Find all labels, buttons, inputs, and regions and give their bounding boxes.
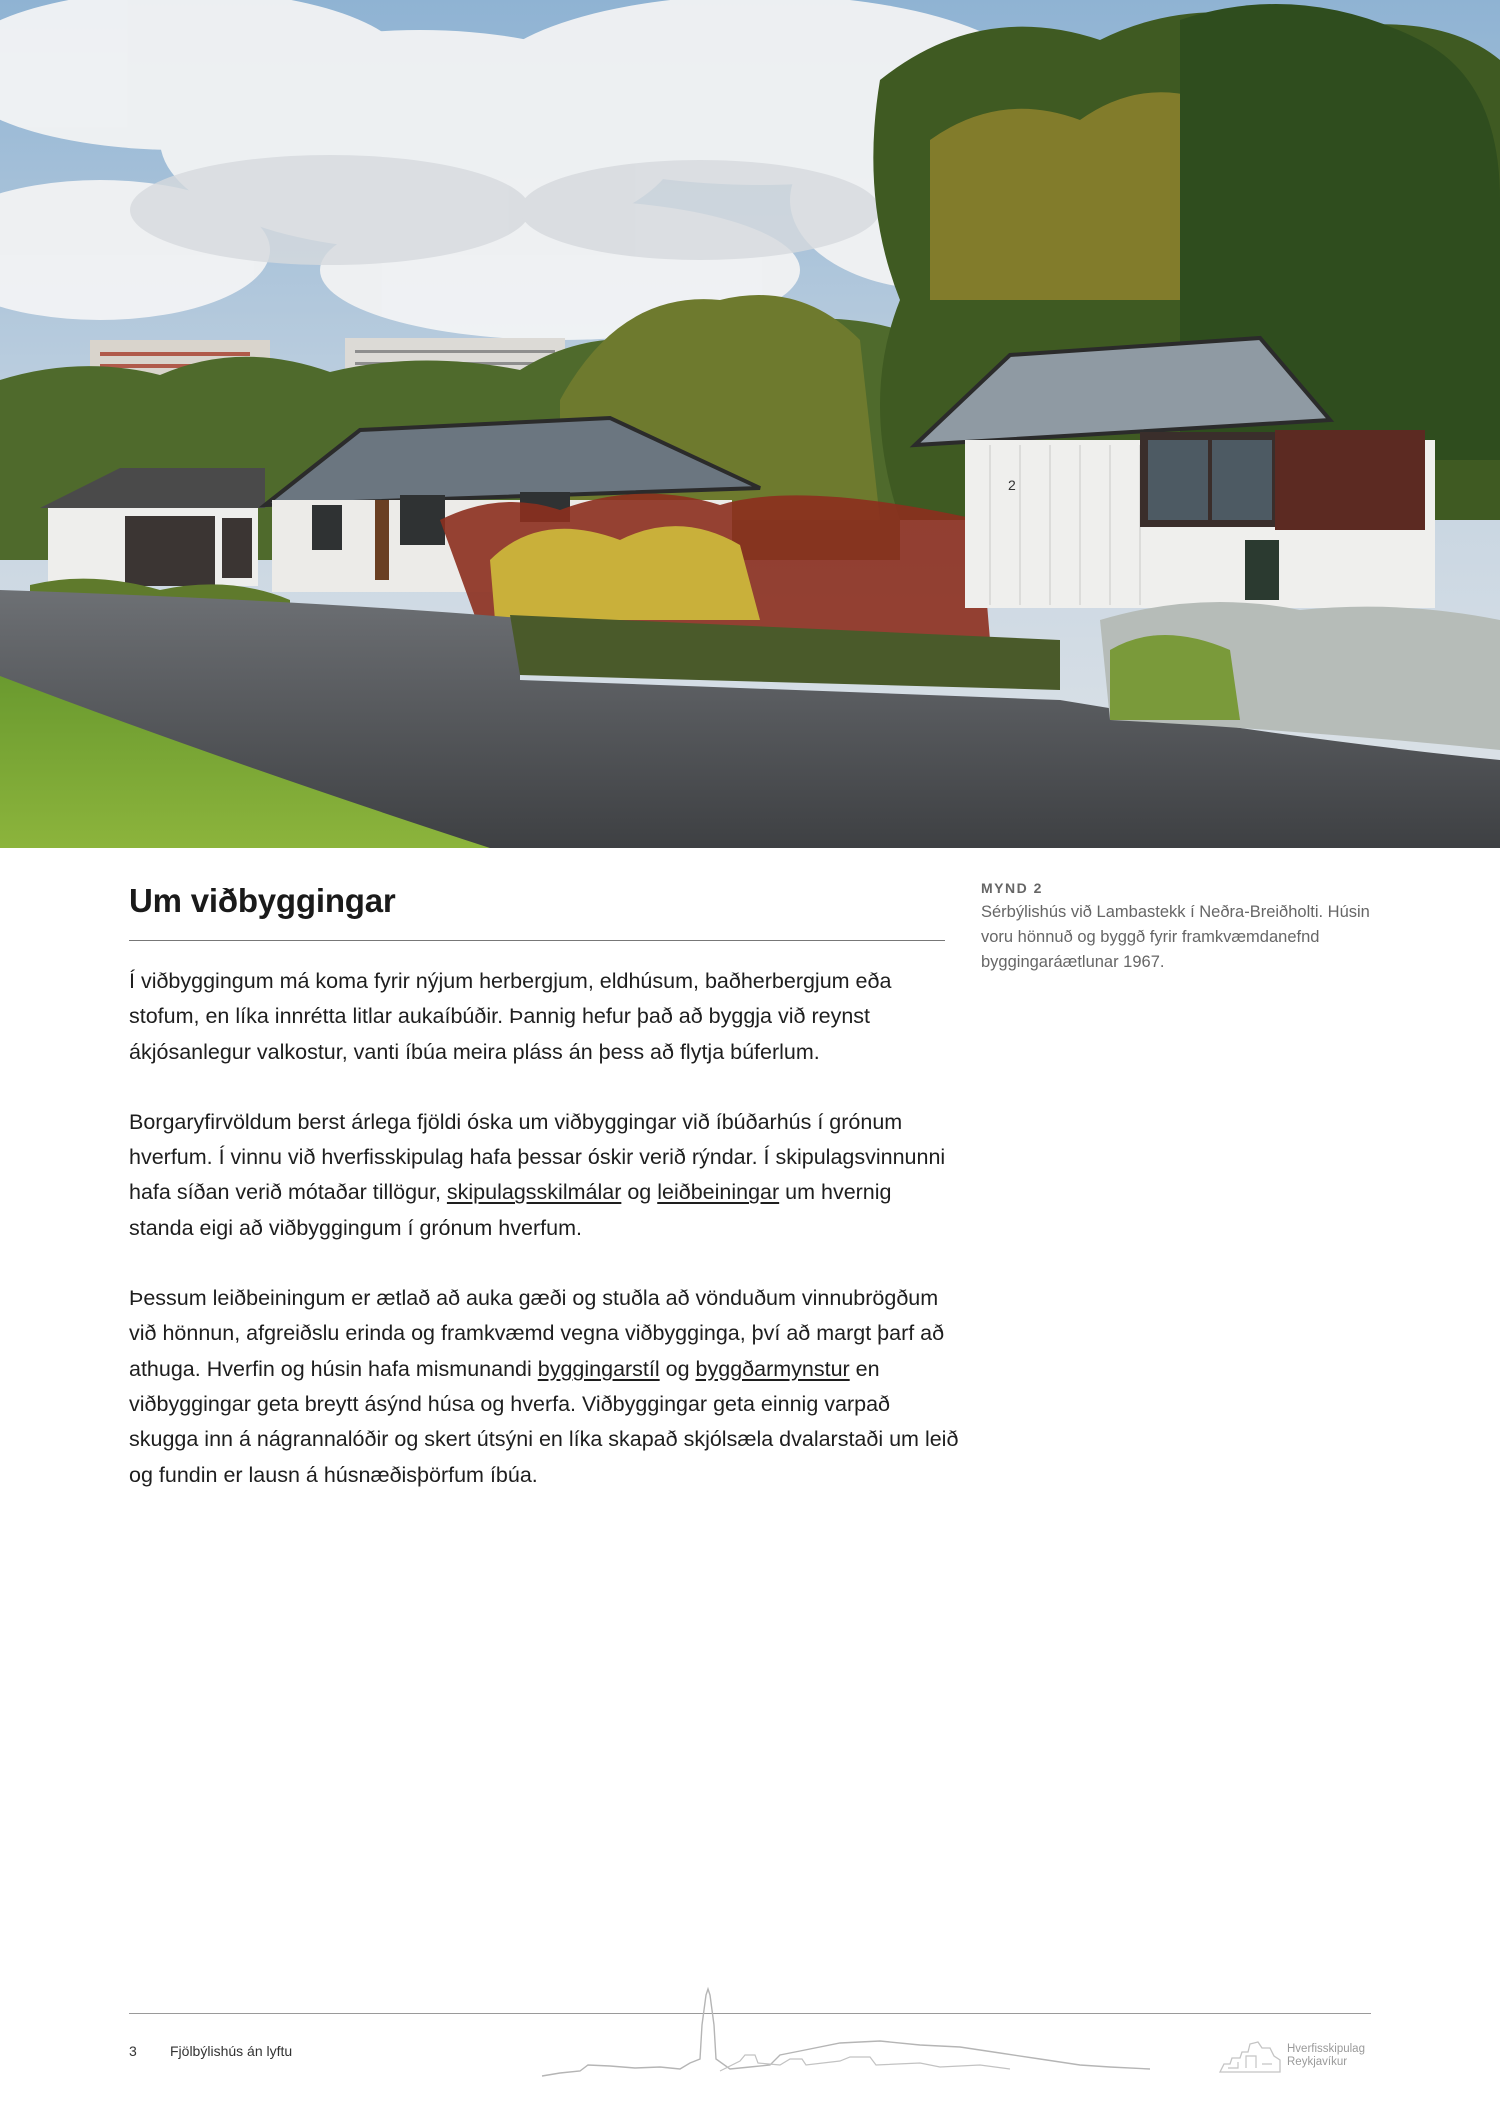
paragraph-3: Þessum leiðbeiningum er ætlað að auka gæði og stuðla að vönduðum vinnubrögðum við hönnun, afgreiðslu erinda og framkvæmd vegna viðbygginga, því að margt þarf að athuga. Hverfin og húsin hafa mismunandi byggingarstíl og byggðarmynstur en viðbyggingar geta breytt ásýnd húsa og hverfa. Viðbyggingar geta einnig varpað skugga inn á nágrannalóðir og skert útsýni en líka skapað skjólsæla dvalarstaði um leið og fundin er lausn á húsnæðisþörfum íbúa. <box>129 1286 959 1487</box>
body-text <box>129 964 959 1528</box>
hero-photo <box>0 0 1500 848</box>
city-skyline-icon <box>540 1985 1160 2085</box>
link-leidbeiningar[interactable]: leiðbeiningar <box>657 1180 780 1205</box>
heading-divider <box>129 940 945 941</box>
house-street-photo-icon <box>0 0 1500 848</box>
paragraph-2: Borgaryfirvöldum berst árlega fjöldi óska um viðbyggingar við íbúðarhús í grónum hverfum. Í vinnu við hverfisskipulag hafa þessar óskir verið rýndar. Í skipulagsvinnunni hafa síðan verið mótaðar tillögur, skipulagsskilmálar og leiðbeiningar um hvernig standa eigi að viðbyggingum í grónum hverfum. <box>129 1109 946 1240</box>
paragraph-1: Í viðbyggingum má koma fyrir nýjum herbergjum, eldhúsum, baðherbergjum eða stofum, en líka innrétta litlar aukaíbúðir. Þannig hefur það að byggja við reynst ákjósanlegur valkostur, vanti íbúa meira pláss án þess að flytja búferlum. <box>129 969 892 1064</box>
house-number: 2 <box>1008 477 1016 493</box>
hverfisskipulag-logo-icon <box>1218 2034 1284 2081</box>
link-byggingarstil[interactable]: byggingarstíl <box>537 1356 660 1381</box>
figure-caption <box>981 880 1381 975</box>
footer-title: Fjölbýlishús án lyftu <box>170 2043 293 2059</box>
link-skipulagsskilmalar[interactable]: skipulagsskilmálar <box>446 1180 622 1205</box>
link-byggdarmynstur[interactable]: byggðarmynstur <box>695 1356 850 1381</box>
page-title: Um viðbyggingar <box>129 882 396 919</box>
caption-text: Sérbýlishús við Lambastekk í Neðra-Breiðholti. Húsin voru hönnuð og byggð fyrir framkvæmdanefnd byggingaráætlunar 1967. <box>981 903 1370 971</box>
caption-label: MYND 2 <box>981 880 1043 896</box>
page-number: 3 <box>129 2043 137 2059</box>
brand-name: Hverfisskipulag Reykjavíkur <box>1287 2043 1365 2068</box>
